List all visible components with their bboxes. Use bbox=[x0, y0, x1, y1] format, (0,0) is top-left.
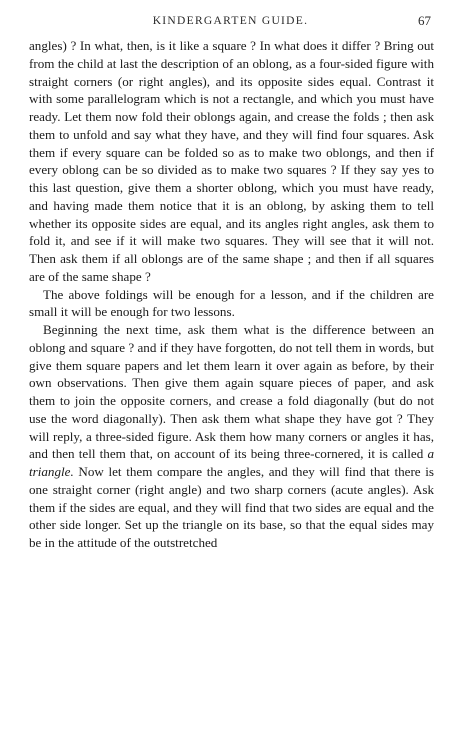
running-title: KINDERGARTEN GUIDE. bbox=[152, 15, 309, 27]
paragraph-text: Now let them compare the angles, and they will find that there is one straight corner (right angle) and two sharp corners (acute angles). Ask them if the sides are equal, and they will find that two sides are equal and the other side longer. Set up the triangle on its base, so that the equal sides may be in the attitude of the outstretched bbox=[29, 464, 434, 550]
paragraph-text: angles) ? In what, then, is it like a square ? In what does it differ ? Bring out from the child at last the description of an oblong, as a four-sided figure with straight corners (or right angles), and its opposite sides equal. Contrast it with some parallelogram which is not a rectangle, and which you must have ready. Let them now fold their oblongs again, and crease the folds ; then ask them to unfold and say what they have, and they will find four squares. Ask them if every square can be folded so as to make two oblongs, and then if every oblong can be so divided as to make two squares ? If they say yes to this last question, give them a shorter oblong, which you must have ready, and having made them notice that it is an oblong, by asking them to tell whether its opposite sides are equal, and its angles right angles, ask them to fold it, and see if it will make two squares. They will see that it will not. Then ask them if all oblongs are of the same shape ; and then if all squares are of the same shape ? bbox=[29, 38, 434, 284]
italic-term-triangle: a triangle. bbox=[29, 446, 434, 479]
paragraph bbox=[29, 321, 434, 552]
running-head bbox=[30, 13, 431, 29]
body-text bbox=[29, 37, 434, 552]
page-number: 67 bbox=[418, 13, 431, 28]
paragraph-text: Beginning the next time, ask them what is the difference between an oblong and square ? and if they have forgotten, do not tell them in words, but give them square papers and let them learn it over again as before, by their own observations. Then give them again square pieces of paper, and ask them to join the opposite corners, and crease a fold diagonally (but do not use the word diagonally). Then ask them what shape they have got ? They will reply, a three-sided figure. Ask them how many corners or angles it has, and then tell them that, on account of its being three-cornered, it is called bbox=[29, 322, 434, 462]
paragraph-text: The above foldings will be enough for a lesson, and if the children are small it will be enough for two lessons. bbox=[29, 286, 434, 320]
paragraph-continued bbox=[29, 37, 434, 286]
paragraph bbox=[29, 286, 434, 322]
